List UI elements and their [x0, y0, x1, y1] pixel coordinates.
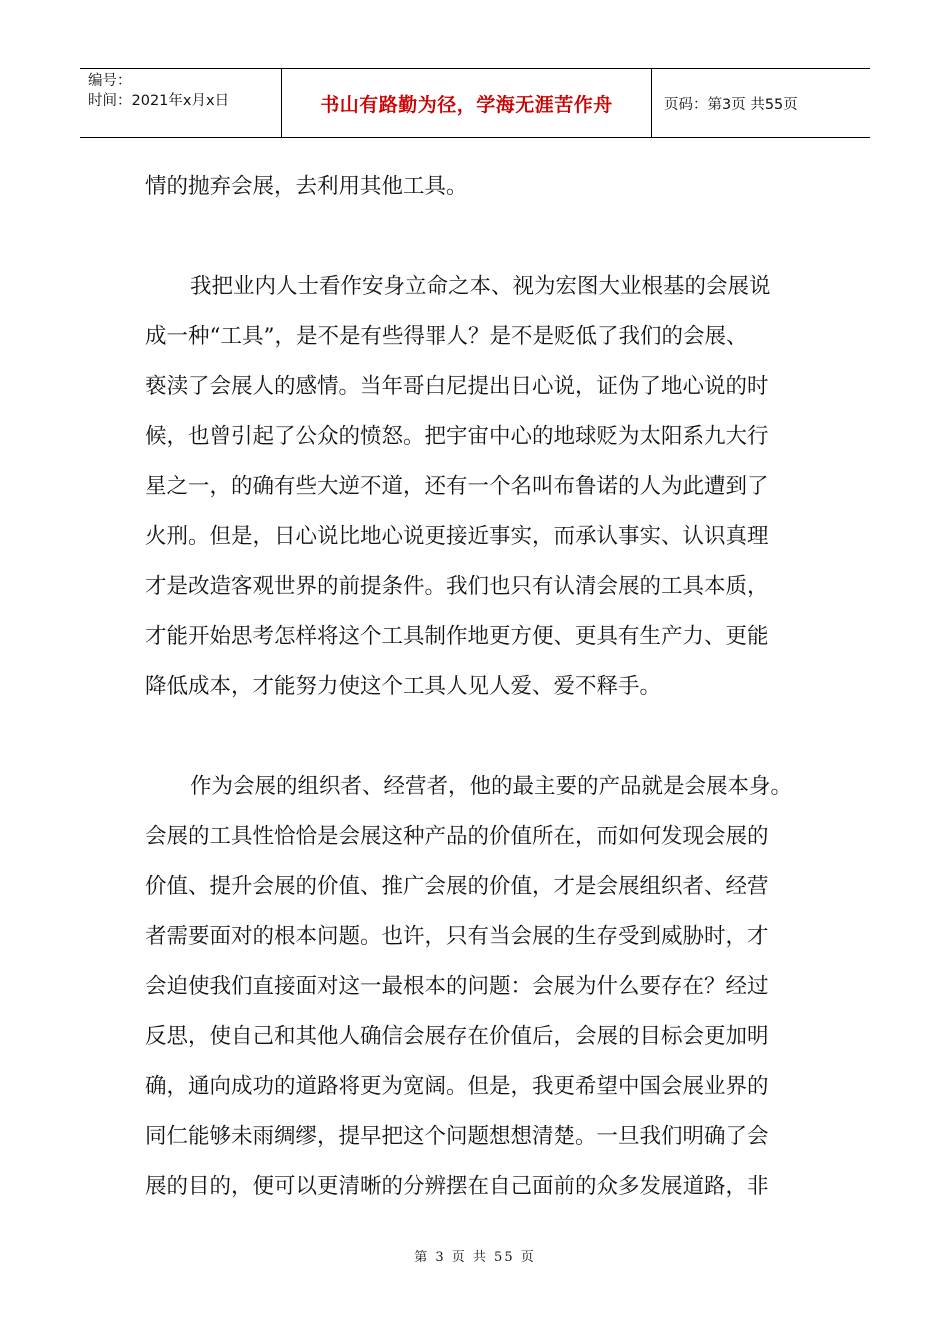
- body-line: 我把业内人士看作安身立命之本、视为宏图大业根基的会展说: [190, 274, 771, 299]
- document-number-label: 编号：: [88, 73, 132, 89]
- body-line: 情的抛弃会展，去利用其他工具。: [145, 174, 468, 199]
- body-line: 价值、提升会展的价值、推广会展的价值，才是会展组织者、经营: [145, 874, 769, 899]
- body-line: 会迫使我们直接面对这一最根本的问题：会展为什么要存在？经过: [145, 974, 769, 999]
- body-line: 火刑。但是，日心说比地心说更接近事实，而承认事实、认识真理: [145, 524, 769, 549]
- body-line: 候，也曾引起了公众的愤怒。把宇宙中心的地球贬为太阳系九大行: [145, 424, 769, 449]
- header-meta-cell: [80, 69, 282, 137]
- body-line: 星之一，的确有些大逆不道，还有一个名叫布鲁诺的人为此遭到了: [145, 474, 769, 499]
- body-line: 作为会展的组织者、经营者，他的最主要的产品就是会展本身。: [190, 774, 793, 799]
- header-page-info: 页码：第3页 共55页: [664, 96, 798, 113]
- body-line: 亵渎了会展人的感情。当年哥白尼提出日心说，证伪了地心说的时: [145, 374, 769, 399]
- body-line: 确，通向成功的道路将更为宽阔。但是，我更希望中国会展业界的: [145, 1074, 769, 1099]
- body-line: 才能开始思考怎样将这个工具制作地更方便、更具有生产力、更能: [145, 624, 769, 649]
- header-motto: 书山有路勤为径，学海无涯苦作舟: [282, 69, 652, 137]
- page-footer: 第 3 页 共 55 页: [414, 1250, 536, 1265]
- body-line: 会展的工具性恰恰是会展这种产品的价值所在，而如何发现会展的: [145, 824, 769, 849]
- body-line: 同仁能够未雨绸缪，提早把这个问题想想清楚。一旦我们明确了会: [145, 1124, 769, 1149]
- body-line: 展的目的，便可以更清晰的分辨摆在自己面前的众多发展道路，非: [145, 1174, 769, 1199]
- body-line: 降低成本，才能努力使这个工具人见人爱、爱不释手。: [145, 674, 662, 699]
- body-line: 反思，使自己和其他人确信会展存在价值后，会展的目标会更加明: [145, 1024, 769, 1049]
- document-date-label: 时间：2021年x月x日: [88, 93, 230, 109]
- body-line: 者需要面对的根本问题。也许，只有当会展的生存受到威胁时，才: [145, 924, 769, 949]
- body-line: 才是改造客观世界的前提条件。我们也只有认清会展的工具本质，: [145, 574, 769, 599]
- document-header: [80, 68, 870, 138]
- body-line: 成一种“工具”，是不是有些得罪人？是不是贬低了我们的会展、: [145, 324, 748, 349]
